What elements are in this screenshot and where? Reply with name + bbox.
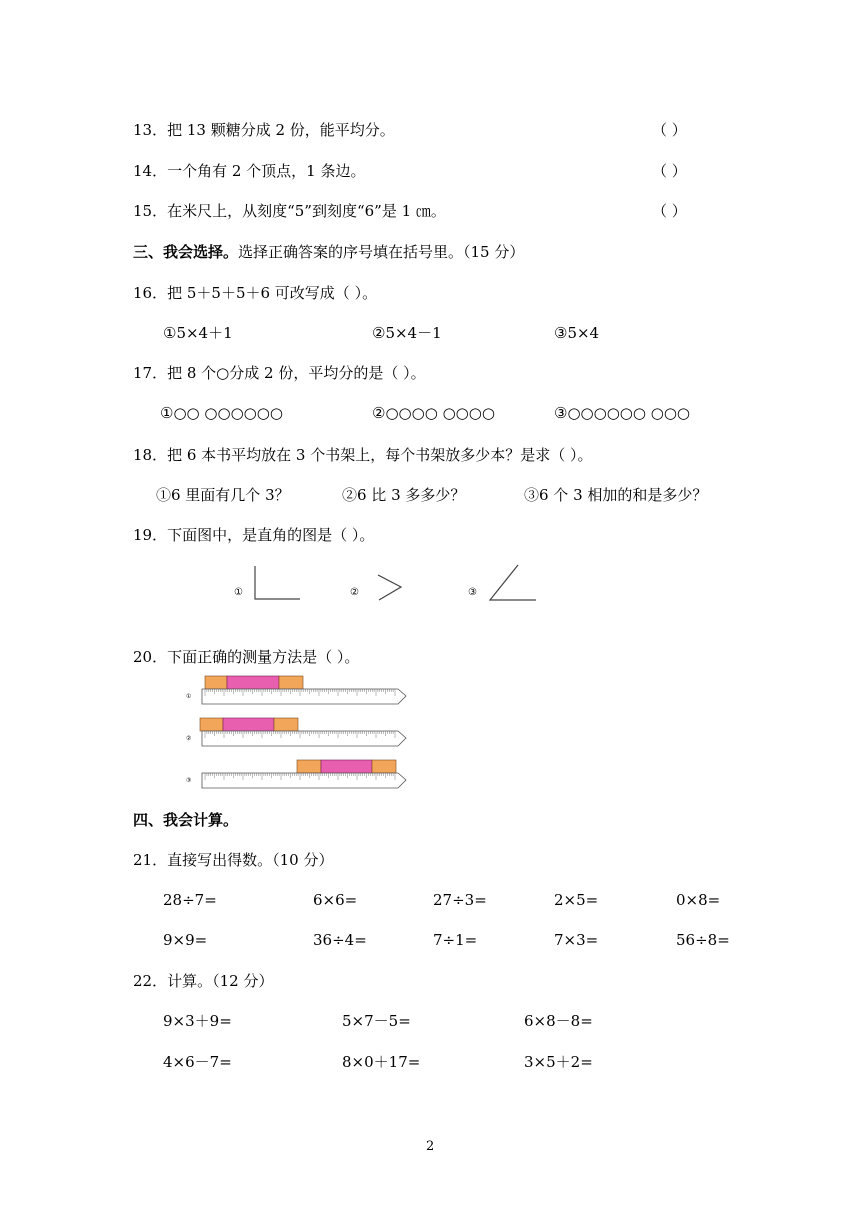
section-3-title: 三、我会选择。: [133, 243, 239, 261]
q16-option-1[interactable]: ①5×4＋1: [163, 324, 233, 342]
measure-option-2[interactable]: [200, 718, 406, 746]
question-15: 15．在米尺上，从刻度“5”到刻度“6”是 1 ㎝。: [133, 202, 446, 220]
pencil-end-right: [274, 718, 298, 731]
question-14: 14．一个角有 2 个顶点，1 条边。: [133, 162, 366, 180]
angle-acute[interactable]: [490, 565, 536, 600]
answer-bracket-13[interactable]: （ ）: [652, 121, 687, 139]
pencil-end-right: [372, 760, 396, 773]
angle-figures: [240, 560, 550, 610]
q21-item[interactable]: 2×5=: [554, 891, 599, 909]
q21-item[interactable]: 7×3=: [554, 931, 599, 949]
pencil-end-left: [205, 676, 227, 689]
question-18: 18．把 6 本书平均放在 3 个书架上，每个书架放多少本？是求（ ）。: [133, 446, 593, 464]
q22-item[interactable]: 9×3＋9=: [163, 1012, 232, 1030]
answer-bracket-14[interactable]: （ ）: [652, 162, 687, 180]
q21-item[interactable]: 0×8=: [676, 891, 721, 909]
q17-option-1[interactable]: ①○○ ○○○○○○: [160, 404, 283, 422]
section-3-instructions: 选择正确答案的序号填在括号里。（15 分）: [238, 243, 525, 261]
q21-item[interactable]: 36÷4=: [313, 931, 367, 949]
q22-item[interactable]: 3×5＋2=: [524, 1053, 593, 1071]
q22-item[interactable]: 4×6－7=: [163, 1053, 232, 1071]
q18-option-2[interactable]: ②6 比 3 多多少？: [342, 486, 466, 504]
question-17: 17．把 8 个○分成 2 份，平均分的是（ ）。: [133, 364, 426, 382]
question-21: 21．直接写出得数。（10 分）: [133, 851, 334, 869]
pencil-end-right: [279, 676, 303, 689]
q18-option-1[interactable]: ①6 里面有几个 3？: [156, 486, 290, 504]
question-20: 20．下面正确的测量方法是（ ）。: [133, 648, 360, 666]
q19-label-1: ①: [234, 587, 243, 598]
pencil-end-left: [200, 718, 223, 731]
q21-item[interactable]: 27÷3=: [433, 891, 487, 909]
pencil-body: [321, 760, 372, 773]
q17-option-2[interactable]: ②○○○○ ○○○○: [372, 404, 495, 422]
pencil-end-left: [297, 760, 321, 773]
q16-option-3[interactable]: ③5×4: [554, 324, 600, 342]
q19-label-3: ③: [468, 587, 477, 598]
pencil-body: [223, 718, 274, 731]
measure-option-1[interactable]: [202, 676, 406, 704]
question-22: 22．计算。（12 分）: [133, 972, 274, 990]
ruler-figures: [195, 672, 410, 796]
q21-item[interactable]: 56÷8=: [676, 931, 730, 949]
q19-label-2: ②: [350, 587, 359, 598]
question-16: 16．把 5＋5＋5＋6 可改写成（ ）。: [133, 284, 378, 302]
q20-label-2: ②: [186, 735, 192, 742]
page-number: 2: [426, 1139, 435, 1154]
angle-right[interactable]: [255, 566, 300, 599]
pencil-body: [227, 676, 279, 689]
q21-item[interactable]: 7÷1=: [433, 931, 478, 949]
angle-obtuse[interactable]: [378, 575, 401, 600]
q20-label-3: ③: [186, 777, 192, 784]
q21-item[interactable]: 28÷7=: [163, 891, 217, 909]
q22-item[interactable]: 8×0＋17=: [342, 1053, 421, 1071]
q21-item[interactable]: 9×9=: [163, 931, 208, 949]
q22-item[interactable]: 6×8－8=: [524, 1012, 593, 1030]
section-3-heading: [133, 245, 524, 260]
q22-item[interactable]: 5×7－5=: [342, 1012, 411, 1030]
q18-option-3[interactable]: ③6 个 3 相加的和是多少？: [524, 486, 708, 504]
q21-item[interactable]: 6×6=: [313, 891, 358, 909]
question-19: 19．下面图中，是直角的图是（ ）。: [133, 526, 375, 544]
question-13: 13．把 13 颗糖分成 2 份，能平均分。: [133, 121, 395, 139]
answer-bracket-15[interactable]: （ ）: [652, 202, 687, 220]
q17-option-3[interactable]: ③○○○○○○ ○○○: [554, 404, 691, 422]
q16-option-2[interactable]: ②5×4－1: [372, 324, 442, 342]
section-4-heading: 四、我会计算。: [133, 811, 239, 829]
measure-option-3[interactable]: [202, 760, 406, 788]
q20-label-1: ①: [186, 693, 192, 700]
